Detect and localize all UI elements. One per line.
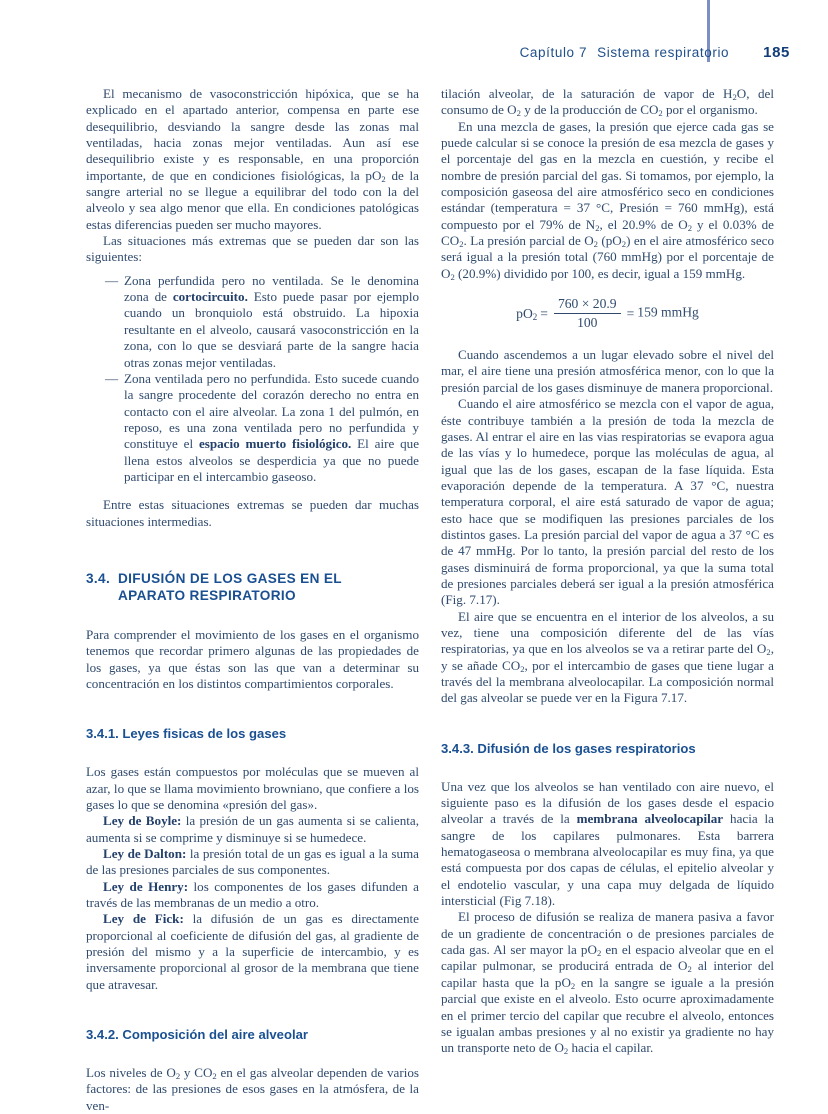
paragraph-ley-boyle: Ley de Boyle: la presión de un gas aumenta si se calienta, aumenta si se comprime y disminuye si se humedece. <box>86 813 419 845</box>
right-column <box>441 86 774 1057</box>
law-name-henry: Ley de Henry: <box>103 878 189 894</box>
spacer <box>86 1043 419 1065</box>
fraction-denominator: 100 <box>577 315 598 331</box>
spacer <box>441 707 774 741</box>
spacer <box>86 692 419 726</box>
paragraph-mezcla-gases: En una mezcla de gases, la presión que ejerce cada gas se puede calcular si se conoce la presión de esa mezcla de gases y el porcentaje del gas en la mezcla en cuestión, y recibe el nombre de presión parcial del gas. Si tomamos, por ejemplo, la composición gaseosa del aire atmosférico seco en condiciones estándar (temperatura = 37 °C, Presión = 760 mmHg), está compuesto por el 79% de $N_2$, el 20.9% de $O_2$ y el 0.03% de $CO_2$. La presión parcial de $O_2$ $(pO_2)$ en el aire atmosférico seco será igual a la presión total (760 mmHg) por el porcentaje de $O_2$ (20.9%) dividido por 100, es decir, igual a 159 mmHg. <box>441 118 774 282</box>
subscript: 2 <box>381 173 386 184</box>
paragraph-tilacion-alveolar: tilación alveolar, de la saturación de vapor de $H_2O$, del consumo de $O_2$ y de la producción de $CO_2$ por el organismo. <box>441 86 774 119</box>
paragraph-ley-dalton: Ley de Dalton: la presión total de un gas es igual a la suma de las presiones parciales de sus componentes. <box>86 846 419 878</box>
spacer <box>86 485 419 497</box>
paragraph-vapor-agua: Cuando el aire atmosférico se mezcla con el vapor de agua, éste contribuye también a la presión de toda la mezcla de gases. Al entrar el aire en las vias respiratorias se evapora agua de las vías y lo humedece, porque las moléculas de agua, al igual que las de los gases, escapan de la fase líquida. Esta evaporación depende de la temperatura. A 37 °C, nuestra temperatura corporal, el aire está saturado de vapor de agua; esto hace que se modifiquen las presiones parciales de los distintos gases. La presión parcial del vapor de agua a 37 °C es de 47 mmHg. Por lo tanto, la presión parcial del resto de los gases disminuirá de forma proporcional, ya que la suma total de presiones parciales deberá ser igual a la presión atmosférica (Fig. 7.17). <box>441 396 774 608</box>
subscript: 2 <box>593 238 598 249</box>
subscript: 2 <box>621 238 627 249</box>
spacer <box>86 605 419 627</box>
subscript: 2 <box>175 1071 181 1082</box>
em-dash-marker: — <box>105 370 119 386</box>
section-title: DIFUSIÓN DE LOS GASES EN EL APARATO RESPIRATORIO <box>118 570 342 604</box>
paragraph-situaciones: Las situaciones más extremas que se pueden dar son las siguientes: <box>86 233 419 265</box>
section-heading-3-4 <box>86 570 419 605</box>
paragraph-ley-henry: Ley de Henry: los componentes de los gases difunden a través de las membranas de un medio a otro. <box>86 878 419 911</box>
paragraph-vasoconstriccion: El mecanismo de vasoconstricción hipóxica, que se ha explicado en el apartado anterior, compensa en parte ese desequilibrio, desviando la sangre desde las zonas mal ventiladas, hacia zonas mejor ventiladas. Aun así ese desequilibrio existe y es responsable, en una proporción importante, de que en condiciones fisiológicas, la $pO_2$ de la sangre arterial no se llegue a equilibrar del todo con la del alveolo y sea algo menor que ella. En condiciones patológicas estas diferencias pueden ser mucho mayores. <box>86 86 419 232</box>
equation-lhs: $pO_2$ <box>516 305 538 322</box>
running-head <box>0 44 790 61</box>
paragraph-difusion-membrana: Una vez que los alveolos se han ventilado con aire nuevo, el siguiente paso es la difusión de los gases desde el espacio alveolar a través de la membrana alveolocapilar hacia la sangre de los capilares pulmonares. Esta barrera hematogaseosa o membrana alveolocapilar es muy fina, ya que está compuesta por dos capas de células, el epitelio alveolar y el endotelio vascular, y una capa muy delgada de líquido intersticial (Fig 7.18). <box>441 778 774 909</box>
subscript: 2 <box>450 271 455 282</box>
subscript: 2 <box>516 108 521 119</box>
equation-result: 159 mmHg <box>637 304 699 320</box>
page-number: 185 <box>763 44 790 61</box>
term-espacio-muerto: espacio muerto fisiológico. <box>198 436 352 452</box>
term-cortocircuito: cortocircuito. <box>172 289 248 305</box>
paragraph-proceso-difusion: El proceso de difusión se realiza de manera pasiva a favor de un gradiente de concentración o de presiones parciales de cada gas. Al ser mayor la $pO_2$ en el espacio alveolar que en el capilar pulmonar, se producirá entrada de $O_2$ al interior del capilar hasta que la $pO_2$ en la sangre se iguale a la presión parcial que existe en el alveolo. Esto ocurre aproximadamente en el primer tercio del capilar que recubre el alveolo, entonces se igualan ambas presiones y al no existir ya gradiente no hay un transporte neto de $O_2$ hacia el capilar. <box>441 909 774 1057</box>
chapter-label: Capítulo 7 <box>519 45 588 60</box>
spacer <box>86 530 419 570</box>
subscript: 2 <box>658 108 663 119</box>
fraction <box>554 296 621 331</box>
subscript: 2 <box>595 222 600 233</box>
subsection-heading-3-4-3: 3.4.3. Difusión de los gases respiratorios <box>441 740 696 756</box>
section-number: 3.4. <box>86 570 111 586</box>
equation-po2 <box>441 282 774 341</box>
subscript: 2 <box>687 964 692 975</box>
subsection-heading-3-4-1: 3.4.1. Leyes fisicas de los gases <box>86 726 287 742</box>
paragraph-niveles-gases: Los niveles de $O_2$ y $CO_2$ en el gas alveolar dependen de varios factores: de las presiones de esos gases en la atmósfera, de la ven- <box>86 1065 419 1113</box>
term-membrana-alveolocapilar: membrana alveolocapilar <box>576 811 724 827</box>
subscript: 2 <box>596 948 602 959</box>
paragraph-comprender: Para comprender el movimiento de los gases en el organismo tenemos que recordar primero algunas de las propiedades de los gases, ya que éstas son las que van a determinar su concentración en los distintos compartimientos corporales. <box>86 626 419 691</box>
subsection-heading-3-4-2: 3.4.2. Composición del aire alveolar <box>86 1027 308 1043</box>
subscript: 2 <box>212 1071 217 1082</box>
list-item: — Zona perfundida pero no ventilada. Se le denomina zona de cortocircuito. Esto puede pasar por ejemplo cuando un bronquiolo está obstruido. La hipoxia resultante en el alveolo, causará vasoconstricción en la zona, con lo que se desviará parte de la sangre hacia otras zonas mejor ventiladas. <box>105 272 420 370</box>
subscript: 2 <box>532 311 538 322</box>
spacer <box>86 742 419 764</box>
fraction-numerator: 760 × 20.9 <box>554 296 621 314</box>
left-column <box>86 86 420 1113</box>
subscript: 2 <box>766 647 771 658</box>
spacer <box>441 757 774 779</box>
law-name-boyle: Ley de Boyle: <box>103 813 182 829</box>
em-dash-marker: — <box>105 272 119 288</box>
paragraph-ascendemos: Cuando ascendemos a un lugar elevado sobre el nivel del mar, el aire tiene una presión atmosférica menor, con lo que la presión parcial de los gases disminuye de manera proporcional. <box>441 347 774 395</box>
text-columns <box>86 86 774 1113</box>
paragraph-intermedias: Entre estas situaciones extremas se pueden dar muchas situaciones intermedias. <box>86 497 419 529</box>
subscript: 2 <box>520 663 525 674</box>
paragraph-gases-moleculas: Los gases están compuestos por moléculas que se mueven al azar, lo que se llama movimiento browniano, que confiere a los gases lo que se denomina «presión del gas». <box>86 764 419 812</box>
dash-list <box>86 273 419 485</box>
paragraph-aire-alveolos: El aire que se encuentra en el interior de los alveolos, a su vez, tiene una composición diferente del de las vías respiratorias, ya que en los alveolos se va a retirar parte del $O_2$, y se añade $CO_2$, por el intercambio de gases que tiene lugar a través del la membrana alveolocapilar. La composición normal del gas alveolar se puede ver en la Figura 7.17. <box>441 608 774 706</box>
equals-sign-2: = <box>626 305 635 321</box>
law-name-dalton: Ley de Dalton: <box>103 846 187 862</box>
list-item: — Zona ventilada pero no perfundida. Esto sucede cuando la sangre procedente del corazón derecho no entra en contacto con el aire alveolar. La zona 1 del pulmón, en reposo, es una zona ventilada pero no perfundida y constituye el espacio muerto fisiológico. El aire que llena estos alveolos se desperdicia ya que no puede participar en el intercambio gaseoso. <box>105 370 420 484</box>
paragraph-ley-fick: Ley de Fick: la difusión de un gas es directamente proporcional al coeficiente de difusión del gas, al gradiente de presión del mismo y a la superficie de intercambio, y es inversamente proporcional al grosor de la membrana que tiene que atravesar. <box>86 911 419 992</box>
subscript: 2 <box>732 91 737 102</box>
spacer <box>86 993 419 1027</box>
chapter-title: Sistema respiratorio <box>597 45 730 60</box>
subscript: 2 <box>563 1046 569 1057</box>
equals-sign-1: = <box>540 305 548 321</box>
law-name-fick: Ley de Fick: <box>103 911 184 927</box>
subscript: 2 <box>687 222 693 233</box>
subscript: 2 <box>459 238 464 249</box>
subscript: 2 <box>570 980 576 991</box>
